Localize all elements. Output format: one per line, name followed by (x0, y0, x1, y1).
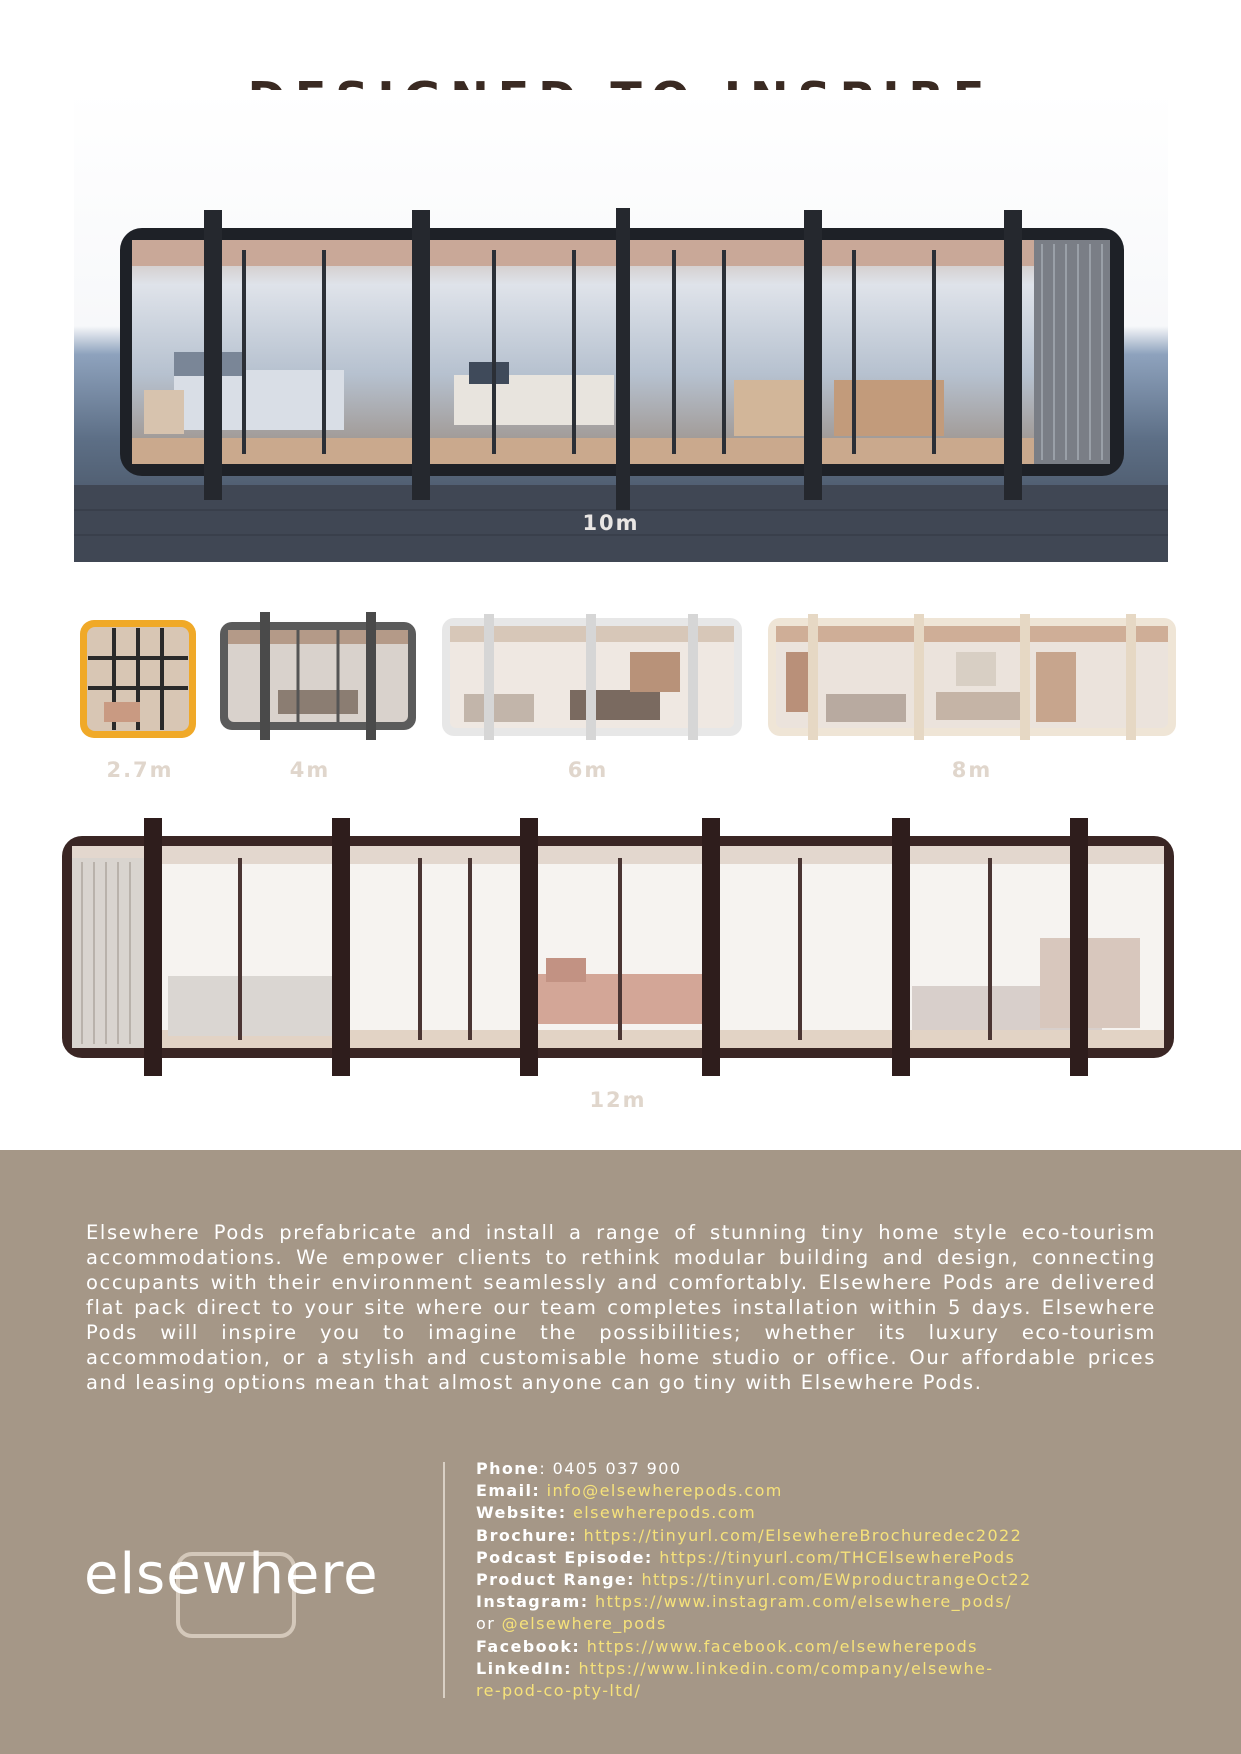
contact-linkedin (476, 1658, 1196, 1680)
pod-size-label-2-7m: 2.7m (106, 758, 174, 782)
contact-linkedin-cont (476, 1680, 1196, 1702)
contact-instagram (476, 1591, 1196, 1613)
contact-facebook (476, 1636, 1196, 1658)
website-label: Website: (476, 1503, 567, 1523)
contact-phone (476, 1458, 1196, 1480)
logo-text: elsewhere (84, 1542, 379, 1607)
pod-size-label-8m: 8m (951, 758, 993, 782)
podcast-link[interactable]: https://tinyurl.com/THCElsewherePods (659, 1547, 1016, 1567)
pod-size-label-10m: 10m (582, 511, 640, 535)
intro-paragraph: Elsewhere Pods prefabricate and install a range of stunning tiny home style eco-tourism accommodations. We empower clients to rethink modular building and design, connecting occupants with their environment seamlessly and comfortably. Elsewhere Pods are delivered flat pack direct to your site where our team completes installation within 5 days. Elsewhere Pods will inspire you to imagine the possibilities; whether its luxury eco-tourism accommodation, or a stylish and customisable home studio or office. Our affordable prices and leasing options mean that almost anyone can go tiny with Elsewhere Pods. (86, 1221, 1156, 1394)
pod-size-label-4m: 4m (289, 758, 331, 782)
instagram-handle-link[interactable]: @elsewhere_pods (501, 1614, 667, 1634)
contact-product-range (476, 1569, 1196, 1591)
product-range-label: Product Range: (476, 1570, 635, 1590)
pod-12m-image (60, 818, 1176, 1076)
contact-list (476, 1458, 1196, 1702)
facebook-link[interactable]: https://www.facebook.com/elsewherepods (586, 1636, 978, 1656)
hero-pod-image (74, 90, 1168, 562)
email-link[interactable]: info@elsewherepods.com (546, 1481, 783, 1501)
instagram-or-text: or (476, 1614, 502, 1634)
pod-size-label-12m: 12m (589, 1088, 647, 1112)
phone-label: Phone (476, 1459, 540, 1478)
contact-podcast (476, 1547, 1196, 1569)
brochure-link[interactable]: https://tinyurl.com/ElsewhereBrochuredec2022 (583, 1525, 1023, 1545)
vertical-divider (443, 1462, 445, 1698)
contact-website (476, 1502, 1196, 1524)
website-link[interactable]: elsewherepods.com (573, 1503, 757, 1523)
pod-4m-image (218, 610, 418, 742)
contact-email (476, 1480, 1196, 1502)
email-label: Email: (476, 1481, 541, 1501)
pod-2-7m-image (78, 618, 198, 740)
pod-8m-image (766, 612, 1178, 742)
phone-value: : 0405 037 900 (539, 1459, 682, 1478)
linkedin-link-cont[interactable]: re-pod-co-pty-ltd/ (476, 1681, 642, 1701)
linkedin-label: LinkedIn: (476, 1658, 572, 1678)
pod-6m-image (440, 612, 744, 742)
podcast-label: Podcast Episode: (476, 1547, 653, 1567)
product-range-link[interactable]: https://tinyurl.com/EWproductrangeOct22 (641, 1570, 1032, 1590)
contact-brochure (476, 1525, 1196, 1547)
elsewhere-logo (84, 1528, 414, 1648)
linkedin-link[interactable]: https://www.linkedin.com/company/elsewhe- (578, 1658, 994, 1678)
facebook-label: Facebook: (476, 1636, 581, 1656)
pod-size-label-6m: 6m (567, 758, 609, 782)
instagram-link[interactable]: https://www.instagram.com/elsewhere_pods/ (595, 1592, 1012, 1612)
footer-section (0, 1150, 1241, 1754)
contact-instagram-handle (476, 1613, 1196, 1635)
instagram-label: Instagram: (476, 1592, 589, 1612)
brochure-label: Brochure: (476, 1525, 578, 1545)
